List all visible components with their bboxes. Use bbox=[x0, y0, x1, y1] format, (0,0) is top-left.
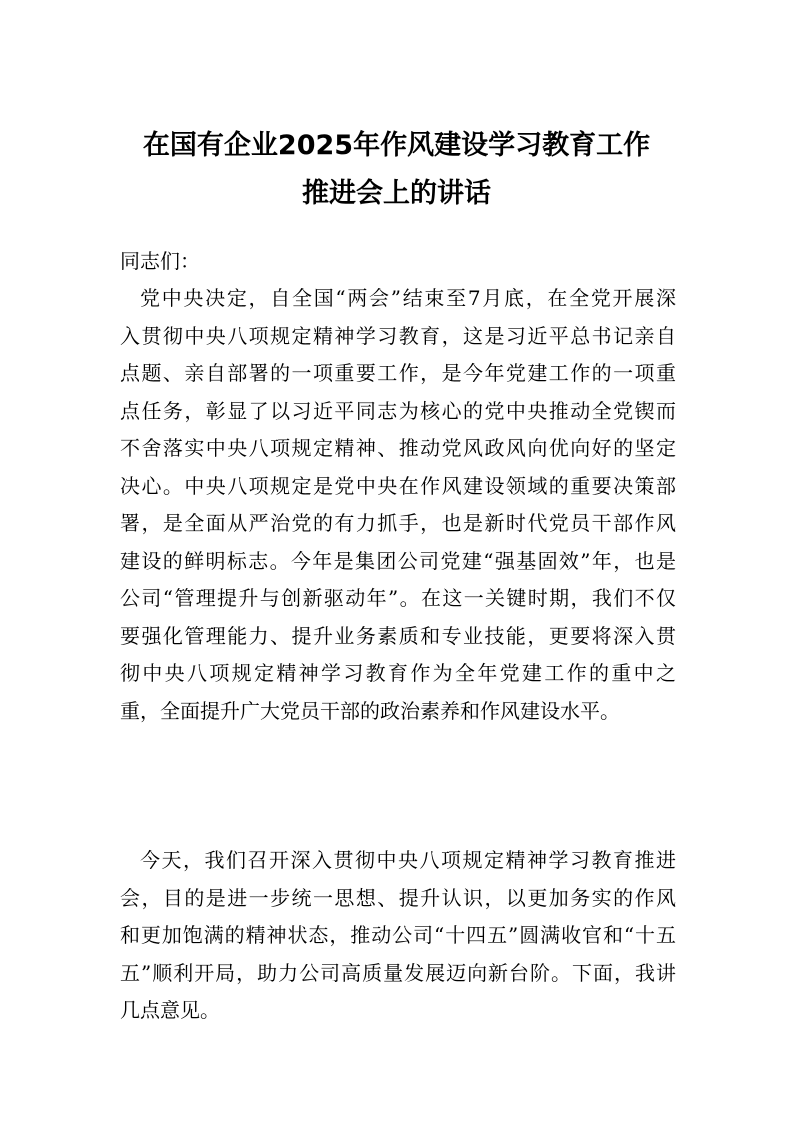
paragraph-line: 点任务，彰显了以习近平同志为核心的党中央推动全党锲而 bbox=[120, 398, 676, 423]
paragraph-line: 入贯彻中央八项规定精神学习教育，这是习近平总书记亲自 bbox=[120, 323, 676, 348]
paragraph-line: 彻中央八项规定精神学习教育作为全年党建工作的重中之 bbox=[120, 661, 676, 685]
document-title-line-2: 推进会上的讲话 bbox=[302, 178, 491, 209]
paragraph-line: 要强化管理能力、提升业务素质和专业技能，更要将深入贯 bbox=[120, 623, 676, 648]
paragraph-line: 不舍落实中央八项规定精神、推动党风政风向优向好的坚定 bbox=[120, 436, 676, 460]
paragraph-line: 建设的鲜明标志。今年是集团公司党建“强基固效”年，也是 bbox=[120, 548, 676, 573]
paragraph-line: 点题、亲自部署的一项重要工作，是今年党建工作的一项重 bbox=[120, 361, 676, 385]
paragraph-line: 决心。中央八项规定是党中央在作风建设领域的重要决策部 bbox=[120, 473, 676, 498]
paragraph-line: 署，是全面从严治党的有力抓手，也是新时代党员干部作风 bbox=[120, 511, 676, 535]
paragraph-line: 今天，我们召开深入贯彻中央八项规定精神学习教育推进 bbox=[140, 848, 676, 872]
paragraph-line: 和更加饱满的精神状态，推动公司“十四五”圆满收官和“十五 bbox=[120, 923, 676, 947]
salutation: 同志们： bbox=[120, 249, 200, 273]
document-title-line-1: 在国有企业2025年作风建设学习教育工作 bbox=[142, 130, 651, 161]
paragraph-line: 重，全面提升广大党员干部的政治素养和作风建设水平。 bbox=[120, 698, 620, 723]
paragraph-line: 几点意见。 bbox=[120, 998, 220, 1022]
paragraph-line: 公司“管理提升与创新驱动年”。在这一关键时期，我们不仅 bbox=[120, 586, 676, 610]
paragraph-line: 党中央决定，自全国“两会”结束至7月底，在全党开展深 bbox=[140, 286, 676, 310]
paragraph-2 bbox=[120, 842, 676, 1030]
paragraph-1 bbox=[120, 280, 676, 730]
paragraph-line: 五”顺利开局，助力公司高质量发展迈向新台阶。下面，我讲 bbox=[120, 960, 676, 985]
paragraph-line: 会，目的是进一步统一思想、提升认识，以更加务实的作风 bbox=[120, 885, 676, 910]
